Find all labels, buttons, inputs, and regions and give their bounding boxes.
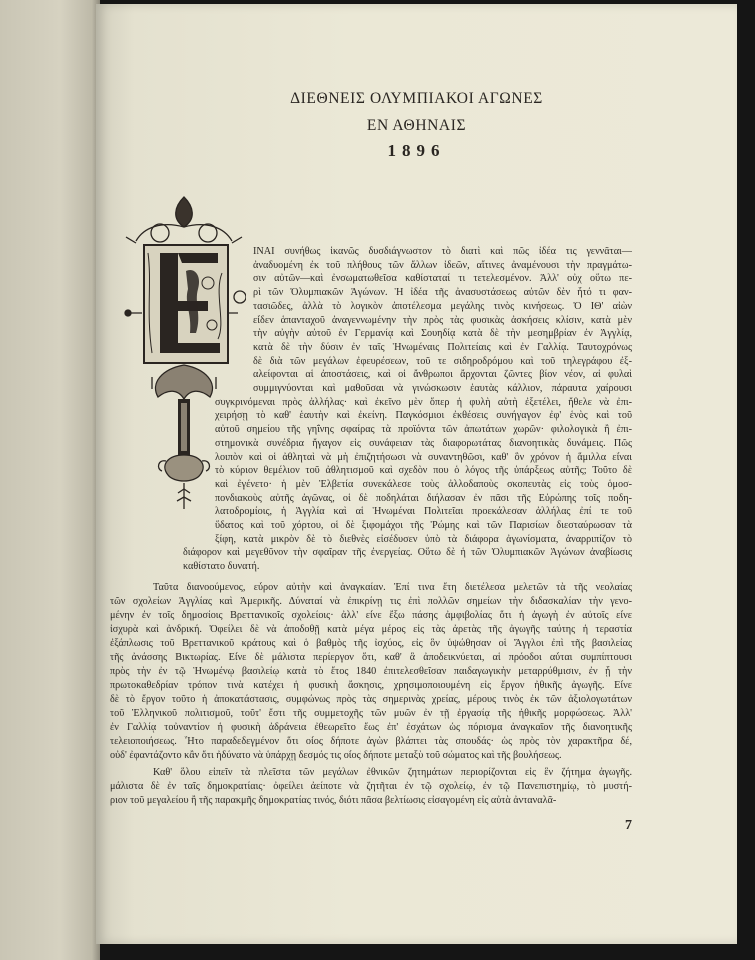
paragraph-2-line: ἰσχυρὰ καὶ ἀνδρική. Ὀφείλει δὲ νὰ ἀποδοθῇ κατὰ μέγα μέρος εἰς τὰς ἀρετὰς τῆς ἀγωγῆς ταύτης ἡ τεραστία	[110, 624, 632, 635]
paragraph-1-line: αὐτοῦ σημείου τῆς γηΐνης σφαίρας τὰ προϊόντα τῶν ἀπωτάτων χωρῶν· φιλολογικὰ ἢ ἐπι-	[215, 424, 632, 436]
paragraph-1-line: στημονικὰ συνέδρια ἤγαγον εἰς συνάφειαν τὰς διαφορωτάτας διανοητικὰς δυνάμεις. Πῶς	[215, 437, 632, 449]
paragraph-1-line: συμμιγνύονται καὶ μαθοῦσαι νὰ γινώσκωσιν ἑαυτὰς κάλλιον, πάραυτα χαίρουσι	[253, 383, 632, 394]
paragraph-2-line: ἐξάπλωσις τοῦ Βρεττανικοῦ κράτους καὶ ὁ βαθμὸς τῆς ἰσχύος, εἰς ὃν ὑψώθησαν οἱ Ἄγγλοι ἐπὶ τῆς βασιλείας	[110, 638, 632, 649]
book-page	[96, 4, 737, 944]
paragraph-2-line: τοῦ Ἑλληνικοῦ πολιτισμοῦ, τοῦτ' ἔστι τῆς συμμετοχῆς τῶν μυῶν ἐν τῇ ἐργασίᾳ τῆς ἠθικῆς μορφώσεως. Ἀλλ'	[110, 708, 632, 719]
paragraph-1-line: ρὶ τῶν Ὀλυμπιακῶν Ἀγώνων. Ἡ ἰδέα τῆς ἀνασυστάσεως αὐτῶν δὲν ἦτό τι φαν-	[253, 287, 632, 299]
paragraph-1-line: δὲ διὰ τῶν μεγάλων ἐφευρέσεων, τοῦ τε σιδηροδρόμου καὶ τοῦ τηλεγράφου ἐξ-	[253, 355, 632, 367]
paragraph-2-line: τελειοποιήσεως. Ἦτο παραδεδεγμένον ὅτι οἷος δήποτε ἀγὼν βλάπτει τὰς σπουδάς· ὡς πρὸς τὸν χαρακτῆρα δέ,	[110, 736, 632, 747]
paragraph-2-line: Ταῦτα διανοούμενος, εὗρον αὐτὴν καὶ ἀναγκαίαν. Ἐπί τινα ἔτη διετέλεσα μελετῶν τὰ τῆς νεολαίας	[153, 582, 632, 593]
paragraph-2-line: πρωτοκαθεδρίαν τρόπον τινὰ κατέχει ἡ φυσικὴ ἄσκησις, χρησιμοποιουμένη εἰς ἔργον ἠθικῆς ἀγωγῆς. Εἶνε	[110, 680, 632, 691]
title-line-1: ΔΙΕΘΝΕΙΣ ΟΛΥΜΠΙΑΚΟΙ ΑΓΩΝΕΣ	[290, 90, 543, 107]
paragraph-2-line: δὲ τὸ ἔργον τοῦτο ἡ ἀποκατάστασις, συμφώνως πρὸς τὰς σημερινὰς χρείας, μέρους τινὸς ἐκ τῶν ἀξιολογωτάτων	[110, 694, 632, 705]
paragraph-1-line: ΙΝΑΙ συνήθως ἱκανῶς δυσδιάγνωστον τὸ διατὶ καὶ πῶς ἰδέα τις γεννᾶται—	[253, 246, 632, 257]
paragraph-2-line: μένην ἐν τοῖς δημοσίοις Βρεττανικοῖς σχολείοις· ἀλλ' εἶνε ἔξω πάσης ἀμφιβολίας ὅτι ἡ ἀγωγὴ ἐν αὐτοῖς εἶνε	[110, 610, 632, 621]
paragraph-1-line: κατὰ δὲ τὴν δύσιν ἐν ταῖς Ἡνωμέναις Πολιτείαις καὶ ἐν Γαλλίᾳ. Ταυτοχρόνως	[253, 341, 632, 353]
paragraph-1-line: τὸ κύριον θεμέλιον τοῦ ἀθλητισμοῦ καὶ σχεδὸν που ὁ λόγος τῆς ὑπάρξεως αὐτῆς; Τοῦτο δὲ	[215, 465, 632, 477]
title-year: 1896	[387, 141, 446, 160]
paragraph-1-line: ἀναδυομένη ἐκ τοῦ πλήθους τῶν ἄλλων ἰδεῶν, αἵτινες ἀναμένουσι τὴν πραγμάτω-	[253, 259, 632, 271]
paragraph-1-line: χειρήσῃ τὸ καθ' ἑαυτὴν καὶ ἐκείνη. Παγκόσμιοι ἐκθέσεις συνήγαγον ἐφ' ἑνὸς καὶ τοῦ	[215, 410, 632, 422]
paragraph-1-line: σιν αὐτῶν—καὶ ἐνσωματωθεῖσα καθίσταταί τι τετελεσμένον. Ἀλλ' οὐχ οὕτω πε-	[253, 273, 632, 285]
title-line-2: ΕΝ ΑΘΗΝΑΙΣ	[366, 117, 467, 134]
paragraph-2-line: τῆς ἀνάσσης Βικτωρίας. Εἶνε δὲ μάλιστα περίεργον ὅτι, καθ' ἃ ἀποδεικνύεται, αἱ πρόοδοι αὗται συμπίπτουσι	[110, 652, 632, 663]
paragraph-2-line: τῶν σχολείων Ἀγγλίας καὶ Ἀμερικῆς. Δύναταί νὰ ἐπικρίνῃ τις ἐπὶ πολλῶν σημείων τὴν διδασκαλίαν τὴν γενο-	[110, 596, 632, 607]
paragraph-1-line: τὴν αὐγὴν αὐτοῦ ἐν Γερμανίᾳ καὶ Σουηδίᾳ κατὰ δὲ τὴν μεσημβρίαν ἐν Ἀγγλίᾳ,	[253, 328, 632, 340]
paragraph-1-line: καὶ ἐγένετο· ἡ μὲν Ἑλβετία συνεκάλεσε τοὺς ἀλλοδαποὺς σκοπευτὰς εἰς τοὺς ὁμοσ-	[215, 478, 632, 490]
paragraph-2-line: ἐν Γαλλίᾳ τοὐναντίον ἡ φυσικὴ ἀδράνεια ἐθεωρεῖτο ἕως ἐπ' ἐσχάτων ὡς πόρισμα ἀναγκαῖον τῆς διανοητικῆς	[110, 722, 632, 733]
paragraph-1-line: καθίστατο δυνατή.	[183, 561, 260, 573]
paragraph-1-line: ὕδατος καὶ τοῦ χόρτου, οἱ δὲ ξιφομάχοι τῆς Ῥώμης καὶ τῶν Παρισίων διεσταύρωσαν τὰ	[215, 520, 632, 531]
facing-page-edge	[0, 0, 100, 960]
paragraph-1-line: διάφορον καὶ μεγεθῦνον τὴν σφαῖραν τῆς ἐνεργείας. Οὕτω δὲ ἡ τῶν Ὀλυμπιακῶν Ἀγώνων ἀναβίωσις	[183, 547, 632, 559]
paragraph-2-line: οὐδ' ἐφαντάζοντο κἂν ὅτι ἠδύνατο νὰ ὑπάρχῃ δεσμός τις οἷος δήποτε μεταξὺ τοῦ σώματος καὶ τῆς βουλήσεως.	[110, 750, 562, 761]
paragraph-1-line: λατοδρομίοις, ἡ Ἀγγλία καὶ αἱ Ἡνωμέναι Πολιτεῖαι προεκάλεσαν ἀλλήλας ἐπί τε τοῦ	[215, 506, 632, 518]
paragraph-1-line: τασιῶδες, ἀλλὰ τὸ λογικὸν ἀποτέλεσμα μεγάλης τινὸς κινήσεως. Ὁ ΙΘ' αἰὼν	[253, 300, 632, 312]
paragraph-1-line: εἶδεν ἁπανταχοῦ ἀναγεννωμένην τὴν πρὸς τὰς φυσικὰς ἀσκήσεις κλίσιν, κατὰ μὲν	[253, 314, 632, 326]
paragraph-1-line: ξίφη, κατὰ μικρὸν δὲ τὸ διεθνὲς εἰσέδυσεν ὑπὸ τὰ διάφορα ἀγωνίσματα, ἀναρριπίζον τὸ	[215, 533, 632, 545]
page-number: 7	[625, 818, 632, 833]
paragraph-3-line: ριον τοῦ μεγαλείου ἢ τῆς παρακμῆς δημοκρατίας τινός, διότι πᾶσα βελτίωσις εἰσαγομένη εἰς αὐτὰ ἀνταναλᾶ-	[110, 795, 557, 806]
paragraph-1-line: αλείφονται αἱ ἀποστάσεις, καὶ οἱ ἄνθρωποι ἄρχονται ζῶντες βίον νέον, αἱ φυλαὶ	[253, 369, 632, 381]
paragraph-3-line: μάλιστα δὲ ἐν ταῖς δημοκρατίαις· ὀφείλει ἀείποτε νὰ ζητῆται ἐν τῷ σχολείῳ, ἐν τῷ Πανεπιστημίῳ, τὸ μυστή-	[110, 781, 632, 792]
paragraph-1-line: συγκρινόμεναι πρὸς ἀλλήλας· καὶ ἐκεῖνο μὲν ὅπερ ἡ φυλὴ αὐτὴ ἐξετέλει, ἤθελε νὰ ἐπι-	[215, 396, 632, 408]
paragraph-1-line: πονδιακοὺς αὐτῆς ἀγῶνας, οἱ δὲ ποδηλάται διήλασαν ἐν πᾶσι τῆς Εὐρώπης τοῖς ποδη-	[215, 492, 632, 504]
paragraph-3-line: Καθ' ὅλου εἰπεῖν τὰ πλεῖστα τῶν μεγάλων ἐθνικῶν ζητημάτων περιορίζονται εἰς ἓν ζήτημα ἀγωγῆς.	[153, 767, 632, 778]
paragraph-2-line: πρὸς τὴν ἐν τῷ Ἡνωμένῳ βασιλείῳ κατὰ τὸ ἔτος 1840 ἐπιτελεσθεῖσαν παιδαγωγικὴν μεταρρύθμισιν, ἐν ᾗ τὴν	[110, 666, 632, 677]
paragraph-1-line: λοιπὸν καὶ οἱ ἀθληταὶ νὰ μὴ ἐπιζητήσωσι νὰ συναντηθῶσι, καθ' ὃν χρόνον ἡ ἅμιλλα εἶναι	[215, 451, 632, 463]
